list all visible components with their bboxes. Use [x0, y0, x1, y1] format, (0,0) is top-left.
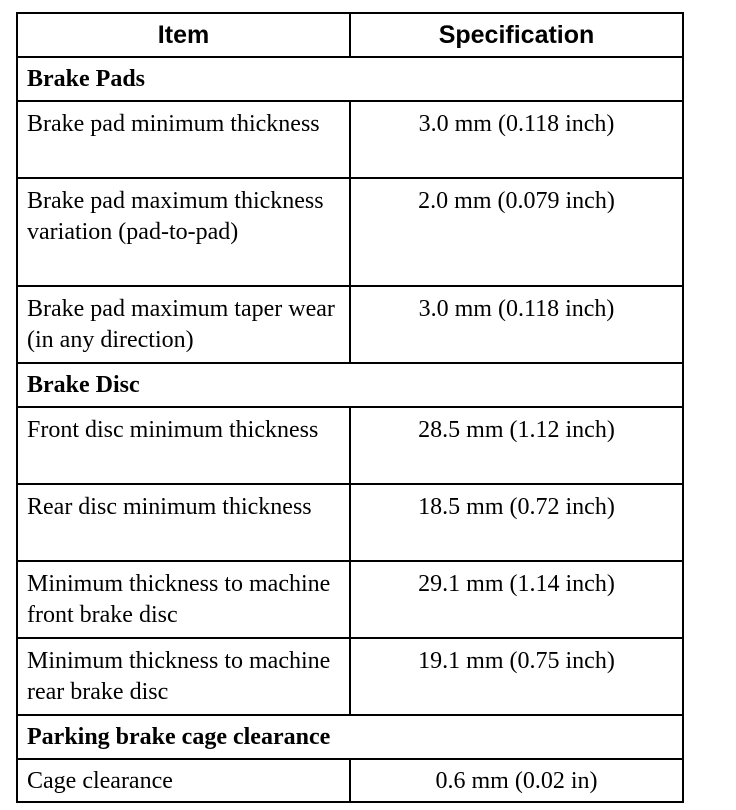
- header-item: Item: [17, 13, 350, 57]
- spec-cell: 29.1 mm (1.14 inch): [350, 561, 683, 638]
- item-cell: Minimum thickness to machine front brake disc: [17, 561, 350, 638]
- table-row: [17, 561, 683, 638]
- section-row-parking-brake: [17, 715, 683, 759]
- item-cell: Cage clearance: [17, 759, 350, 802]
- section-title: Parking brake cage clearance: [17, 715, 683, 759]
- spec-cell: 3.0 mm (0.118 inch): [350, 101, 683, 178]
- table-row: [17, 484, 683, 561]
- table-row: [17, 638, 683, 715]
- table-row: [17, 286, 683, 363]
- item-cell: Brake pad maximum taper wear (in any direction): [17, 286, 350, 363]
- brake-specification-table: [16, 12, 684, 803]
- section-title: Brake Pads: [17, 57, 683, 101]
- section-title: Brake Disc: [17, 363, 683, 407]
- table-row: [17, 178, 683, 286]
- spec-cell: 2.0 mm (0.079 inch): [350, 178, 683, 286]
- spec-cell: 19.1 mm (0.75 inch): [350, 638, 683, 715]
- section-row-brake-disc: [17, 363, 683, 407]
- table-row: [17, 101, 683, 178]
- spec-cell: 0.6 mm (0.02 in): [350, 759, 683, 802]
- table-row: [17, 759, 683, 802]
- table-row: [17, 407, 683, 484]
- item-cell: Brake pad maximum thickness variation (pad-to-pad): [17, 178, 350, 286]
- item-cell: Minimum thickness to machine rear brake disc: [17, 638, 350, 715]
- table-header-row: [17, 13, 683, 57]
- item-cell: Rear disc minimum thickness: [17, 484, 350, 561]
- spec-cell: 18.5 mm (0.72 inch): [350, 484, 683, 561]
- header-specification: Specification: [350, 13, 683, 57]
- item-cell: Brake pad minimum thickness: [17, 101, 350, 178]
- spec-cell: 3.0 mm (0.118 inch): [350, 286, 683, 363]
- spec-cell: 28.5 mm (1.12 inch): [350, 407, 683, 484]
- item-cell: Front disc minimum thickness: [17, 407, 350, 484]
- section-row-brake-pads: [17, 57, 683, 101]
